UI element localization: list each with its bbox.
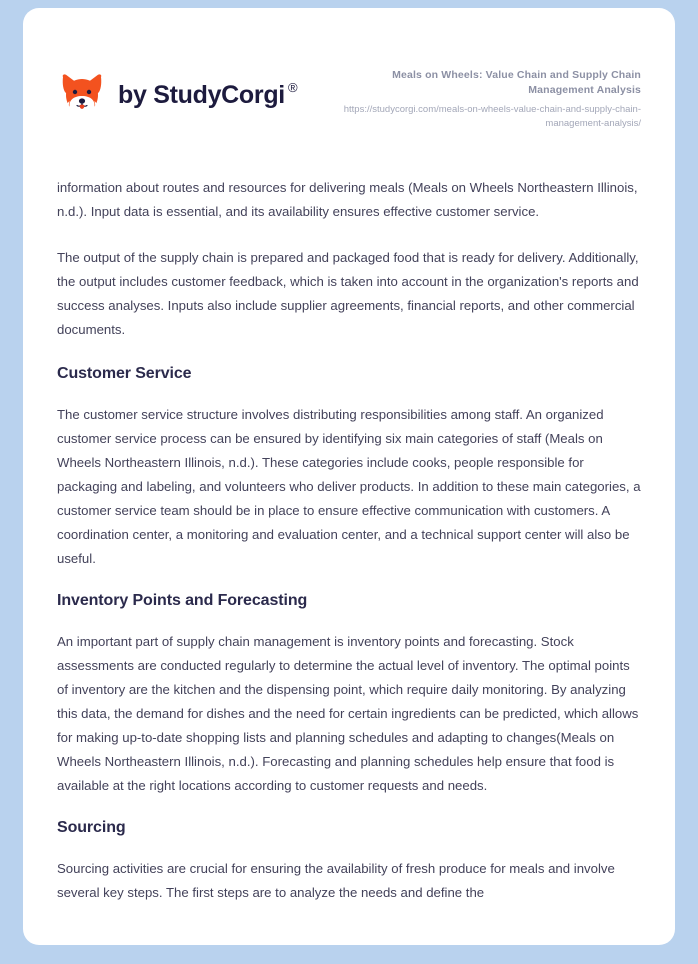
paragraph: The output of the supply chain is prepared and packaged food that is ready for delivery. Additionally, the output includes customer feedback, which is taken into account in the organization's reports and success analyses. Inputs also include supplier agreements, financial reports, and other commercial documents. bbox=[57, 250, 639, 338]
document-source-url[interactable]: https://studycorgi.com/meals-on-wheels-value-chain-and-supply-chain-management-analysis/ bbox=[343, 103, 641, 129]
paragraph: information about routes and resources for delivering meals (Meals on Wheels Northeastern Illinois, n.d.). Input data is essential, and its availability ensures effective customer service. bbox=[57, 180, 638, 220]
section-heading: Customer Service bbox=[57, 365, 192, 383]
document-page bbox=[23, 8, 675, 945]
registered-trademark-icon: ® bbox=[287, 79, 298, 95]
document-meta bbox=[341, 64, 641, 130]
corgi-head-icon bbox=[57, 70, 107, 120]
section-heading: Sourcing bbox=[57, 819, 126, 837]
brand-wordmark bbox=[118, 79, 298, 109]
paragraph: The customer service structure involves distributing responsibilities among staff. An organized customer service process can be ensured by identifying six main categories of staff (Meals on Wheels Northeastern Illinois, n.d.). These categories include cooks, people responsible for packaging and labeling, and volunteers who deliver products. In addition to these main categories, a customer service team should be in place to ensure effective communication with customers. A coordination center, a monitoring and evaluation center, and a technical support center will also be useful. bbox=[57, 407, 641, 567]
section-customer-service bbox=[57, 364, 641, 571]
paragraph: An important part of supply chain management is inventory points and forecasting. Stock assessments are conducted regularly to determine the actual level of inventory. The optimal points of inventory are the kitchen and the dispensing point, which require daily monitoring. By analyzing this data, the demand for dishes and the need for certain ingredients can be predicted, which allows for making up-to-date shopping lists and planning schedules and adapting to changes(Meals on Wheels Northeastern Illinois, n.d.). Forecasting and planning schedules help ensure that food is available at the right locations according to customer requests and needs. bbox=[57, 634, 639, 794]
section-sourcing bbox=[57, 818, 641, 905]
document-content bbox=[23, 176, 675, 905]
section-inventory-points-and-forecasting bbox=[57, 591, 641, 798]
studycorgi-branding bbox=[57, 70, 297, 120]
brand-wordmark-text: by StudyCorgi bbox=[118, 80, 285, 109]
document-header bbox=[23, 8, 675, 130]
document-title: Meals on Wheels: Value Chain and Supply Chain Management Analysis bbox=[392, 69, 641, 96]
paragraph: Sourcing activities are crucial for ensuring the availability of fresh produce for meals and involve several key steps. The first steps are to analyze the needs and define the bbox=[57, 861, 615, 901]
section-heading: Inventory Points and Forecasting bbox=[57, 592, 308, 610]
